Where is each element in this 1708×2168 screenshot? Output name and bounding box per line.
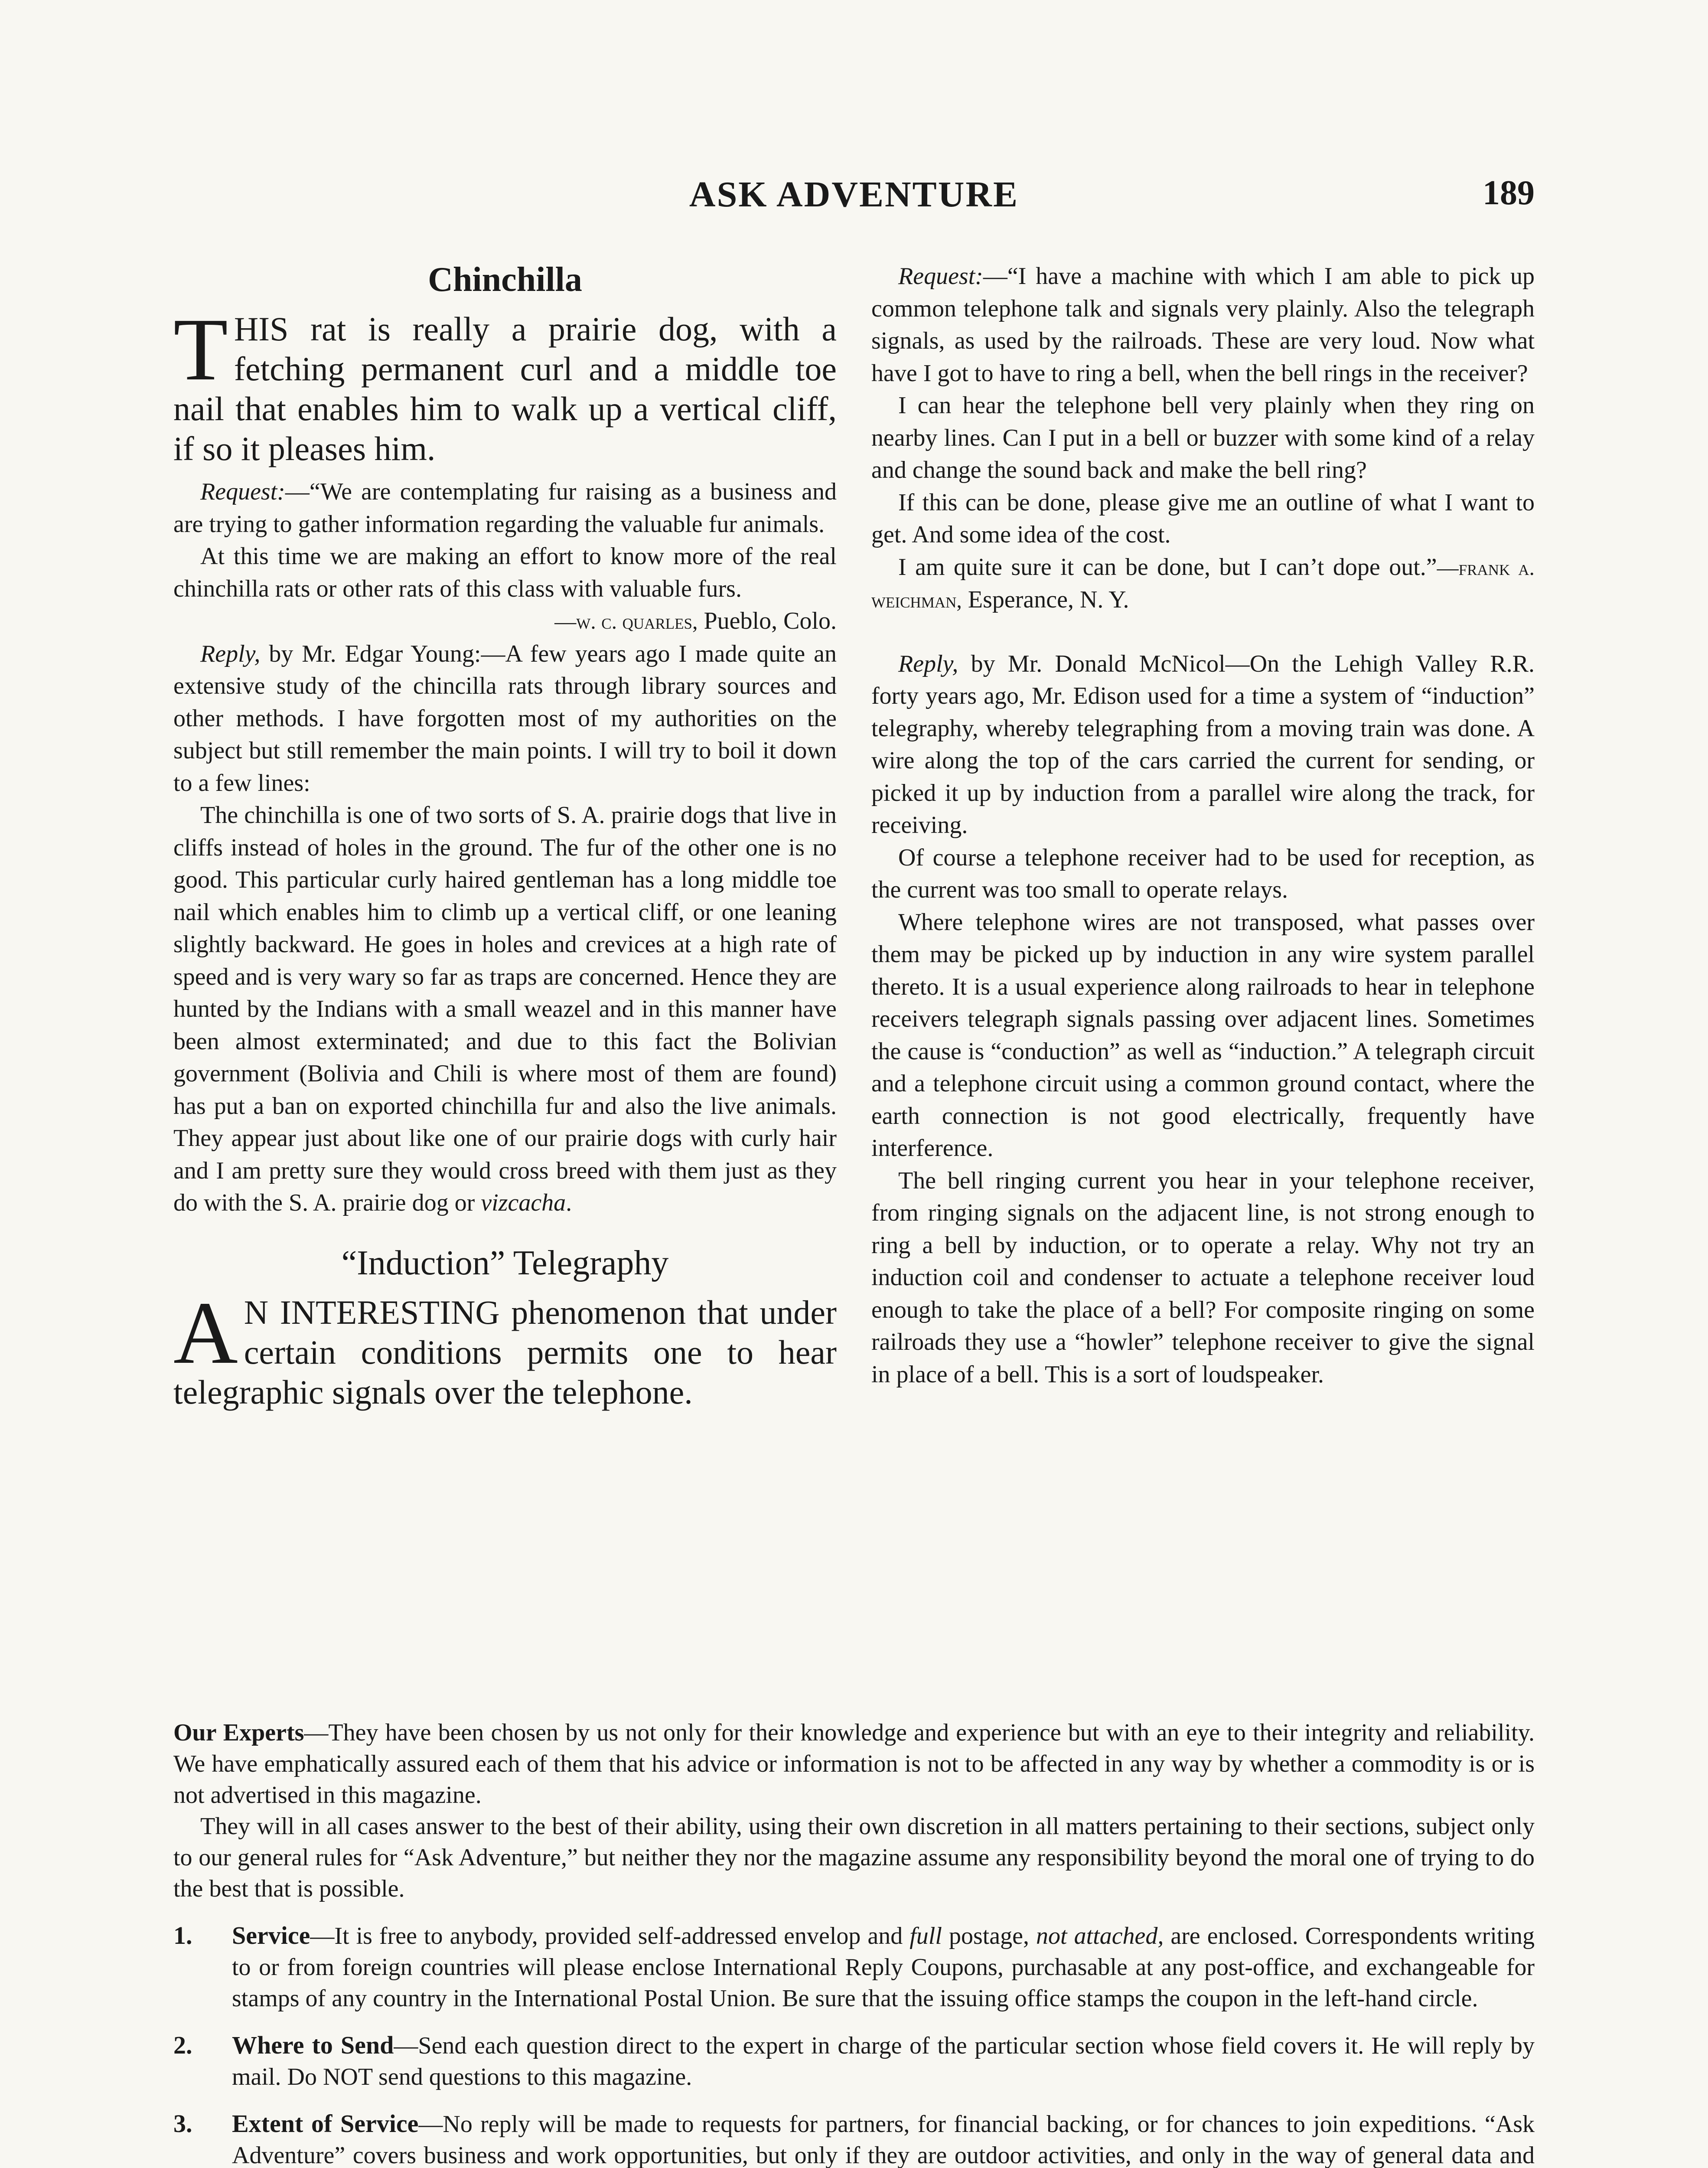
running-title: ASK ADVENTURE [689, 174, 1019, 215]
reply-text: by Mr. Edgar Young:—A few years ago I made quite an extensive study of the chincilla rats through library sources and other methods. I have forgotten most of my authorities on the subject but still remember the main points. I will try to boil it down to a few lines: [173, 640, 837, 797]
induction-reply-p2: Of course a telephone receiver had to be used for reception, as the current was too small to operate relays. [871, 844, 1535, 903]
induction-lead [173, 1283, 837, 1412]
signature-place: Pueblo, Colo. [698, 607, 837, 634]
chinchilla-lead-text: HIS rat is really a prairie dog, with a fetching permanent curl and a middle toe nail that enables him to walk up a vertical cliff, if so it pleases him. [173, 310, 837, 467]
request-label: Request: [200, 478, 285, 505]
rule-number: 3. [173, 2109, 192, 2138]
rule-text [232, 2108, 1535, 2168]
induction-request-p4 [871, 551, 1535, 617]
rule-label: Where to Send [232, 2031, 394, 2059]
rule-body: —No reply will be made to requests for partners, for financial backing, or for chances to join expeditions. “Ask Adventure” covers business and work opportunities, but only if they are outdoor activities, and only in the way of general data and [232, 2111, 1535, 2168]
induction-heading: “Induction” Telegraphy [341, 1244, 669, 1282]
experts-text: —They have been chosen by us not only for their knowledge and experience but with an eye to their integrity and reliability. We have emphatically assured each of them that his advice or information is not to be affected in any way by whether a commodity is or is not advertised in this magazine. [173, 1719, 1535, 1809]
induction-request-p2: I can hear the telephone bell very plainly when they ring on nearby lines. Can I put in a bell or buzzer with some kind of a relay and change the sound back and make the bell ring? [871, 392, 1535, 483]
reply-p2-text: The chinchilla is one of two sorts of S. A. prairie dogs that live in cliffs instead of holes in the ground. The fur of the other one is no good. This particular curly haired gentleman has a long middle toe nail which enables him to climb up a vertical cliff, or one leaning slightly backward. He goes in holes and crevices at a high rate of speed and is very wary so far as traps are concerned. Hence they are hunted by the Indians with a small weazel and in this manner have been almost exterminated; and due to this fact the Bolivian government (Bolivia and Chili is where most of them are found) has put a ban on exported chinchilla fur and also the live animals. They appear just about like one of our prairie dogs with curly hair and I am pretty sure they would cross breed with them just as they do with the S. A. prairie dog or [173, 802, 837, 1216]
signature-name: —w. c. quarles, [554, 609, 698, 633]
induction-lead-text: N INTERESTING phenomenon that under certain conditions permits one to hear telegraphic signals over the telephone. [173, 1293, 837, 1411]
reply-label: Reply, [200, 640, 261, 667]
rule-text [232, 1920, 1535, 2014]
request-text: —“We are contemplating fur raising as a business and are trying to gather information regarding the valuable fur animals. [173, 478, 837, 538]
chinchilla-request-p2: At this time we are making an effort to know more of the real chinchilla rats or other rats of this class with valuable furs. [173, 543, 837, 602]
rule-pre: —It is free to anybody, provided self-addressed envelop and [310, 1923, 910, 1949]
induction-reply [871, 648, 1535, 842]
reply-text: by Mr. Donald McNicol—On the Lehigh Valley R.R. forty years ago, Mr. Edison used for a time a system of “induction” telegraphy, whereby telegraphing from a moving train was done. A wire along the top of the cars carried the current for sending, or picked it up by induction from a parallel wire along the track, for receiving. [871, 650, 1535, 839]
right-column [871, 260, 1535, 1391]
rule-text [232, 2030, 1535, 2093]
signature-place: Esperance, N. Y. [962, 586, 1129, 613]
page-number: 189 [1483, 174, 1535, 212]
rule-mid: postage, [942, 1923, 1037, 1949]
chinchilla-request [173, 476, 837, 540]
rule-number: 2. [173, 2031, 192, 2059]
experts-p2: They will in all cases answer to the best of their ability, using their own discretion in all matters pertaining to their sections, subject only to our general rules for “Ask Adventure,” but neither they nor the magazine assume any responsibility beyond the moral one of trying to do the best that is possible. [173, 1813, 1535, 1902]
rule-label: Service [232, 1921, 310, 1949]
reply-label: Reply, [898, 650, 958, 677]
rule-item [173, 1920, 1535, 2014]
rule-post: are enclosed. Correspondents writing to or from foreign countries will please enclose International Reply Coupons, purchasable at any post-office, and exchangeable for stamps of any country in the International Postal Union. Be sure that the issuing office stamps the coupon in the left-hand circle. [232, 1923, 1535, 2012]
rule-item [173, 2108, 1535, 2168]
induction-reply-p4: The bell ringing current you hear in your telephone receiver, from ringing signals on the adjacent line, is not strong enough to ring a bell by induction, or to operate a relay. Why not try an induction coil and condenser to actuate a telephone receiver loud enough to take the place of a bell? For composite ringing on some railroads they use a “howler” telephone receiver to give the signal in place of a bell. This is a sort of loudspeaker. [871, 1167, 1535, 1388]
signature-name: —frank a. weichman, [871, 555, 1535, 612]
rule-em-not-attached: not attached, [1036, 1923, 1164, 1949]
experts-section [173, 1717, 1535, 2168]
left-column [173, 260, 837, 1419]
rule-number: 1. [173, 1921, 192, 1949]
induction-request [871, 260, 1535, 389]
rule-em-full: full [909, 1923, 942, 1949]
running-head [173, 173, 1535, 221]
chinchilla-heading: Chinchilla [428, 261, 582, 299]
induction-dropcap: A [173, 1283, 238, 1382]
chinchilla-reply [173, 638, 837, 800]
induction-reply-p3: Where telephone wires are not transposed, what passes over them may be picked up by induction in any wire system parallel thereto. It is a usual experience along railroads to hear in telephone receivers telegraph signals passing over adjacent lines. Sometimes the cause is “conduction” as well as “induction.” A telegraph circuit and a telephone circuit using a common ground contact, where the earth connection is not good electrically, frequently have interference. [871, 908, 1535, 1162]
request-label: Request: [898, 263, 983, 290]
reply-p2-end: . [566, 1189, 572, 1216]
chinchilla-lead [173, 300, 837, 469]
reply-p2-em: vizcacha [481, 1189, 566, 1216]
request-p4-text: I am quite sure it can be done, but I can’t dope out.” [898, 553, 1437, 581]
experts-intro [173, 1717, 1535, 1811]
request-text: —“I have a machine with which I am able to pick up common telephone talk and signals very plainly. Also the telegraph signals, as used by the railroads. These are very loud. Now what have I got to have to ring a bell, when the bell rings in the receiver? [871, 263, 1535, 387]
chinchilla-dropcap: T [173, 300, 228, 399]
experts-label: Our Experts [173, 1719, 304, 1746]
chinchilla-reply-p2 [173, 799, 837, 1219]
rule-body: —Send each question direct to the expert in charge of the particular section whose field covers it. He will reply by mail. Do NOT send questions to this magazine. [232, 2032, 1535, 2090]
chinchilla-request-signature [173, 605, 837, 638]
rule-label: Extent of Service [232, 2109, 419, 2138]
rule-item [173, 2030, 1535, 2093]
induction-request-p3: If this can be done, please give me an outline of what I want to get. And some idea of the cost. [871, 489, 1535, 548]
